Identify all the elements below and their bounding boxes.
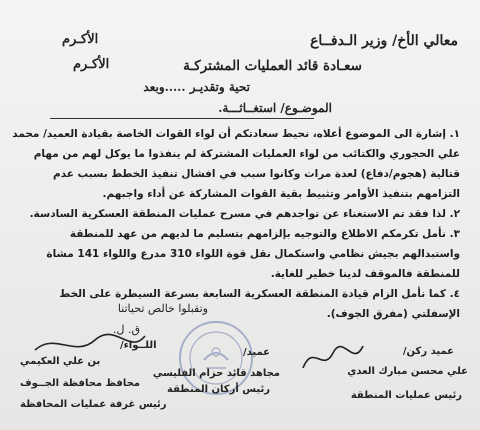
paragraph-1: ١. إشارة الى الموضوع أعلاه، نحيط سعادتكم أن لواء القوات الخاصة بقيادة العميد/ محمد علي الحجوري والكتائب من لواء العمليات المشتركة لم ينفذوا ما يوكل لهم من مهام قتالية (هجوم/دفاع) لعدة مرات وكانوا سبب في افشال تنفيذ الخطط بسبب عدم التزامهم بتنفيذ الأوامر وتثبيط بقية القوات المشاركة عن أداء واجبهم. [12,128,460,200]
closing-initials: ق. ل. [112,323,140,336]
letter-body [10,124,460,324]
signer-right-rank: عميد ركن/ [402,346,454,357]
honorific-2: الأكـرم [73,57,110,72]
signer-left-title-2: رئيس غرفة عمليات المحافظة [20,399,167,410]
signer-left-rank: اللــواء/ [120,340,157,351]
addressee-commander: سعـادة قائد العمليات المشتركـة [183,58,362,74]
paragraph-2: ٢. لذا فقد تم الاستغناء عن تواجدهم في مسرح عمليات المنطقة العسكرية السادسة. [29,208,460,220]
paragraph-4: ٤. كما نأمل الزام قيادة المنطقة العسكرية السابعة بسرعة السيطرة على الخط الإسفلتي (مفرق الجوف). [59,288,460,320]
signer-right-title: رئيس عمليات المنطقة [350,390,462,401]
subject-line: الموضـوع/ استغــاثـــة. [218,101,332,115]
signer-left-name: بن علي العكيمي [20,356,101,367]
signer-right-name: علي محسن مبارك العدي [347,366,468,377]
signer-middle-rank: عميد/ [242,347,270,358]
closing-line: وتقبلوا خالص تحياتنا [117,302,208,315]
signer-middle-name: مجاهد قائد حزام الفليسي [152,368,280,379]
paragraph-3: ٣. نأمل تكرمكم الاطلاع والتوجيه بإلزامهم بتسليم ما لديهم من عهد للمنطقة واستبدالهم بجيش نظامي واستكمال نقل قوة اللواء 310 مدرع واللواء 141 مشاة للمنطقة فالموقف لدينا خطير للغاية. [46,228,460,280]
greeting: تحية وتقديـر .....وبعد [143,80,250,94]
honorific-1: الأكـرم [62,32,99,47]
signer-left-title: محافظ محافظة الجــوف [20,378,140,389]
addressee-minister: معالي الأخ/ وزير الـدفــاع [310,33,458,49]
subject-underline [50,118,314,119]
signer-middle-title: رئيس أركان المنطقة [167,384,270,395]
